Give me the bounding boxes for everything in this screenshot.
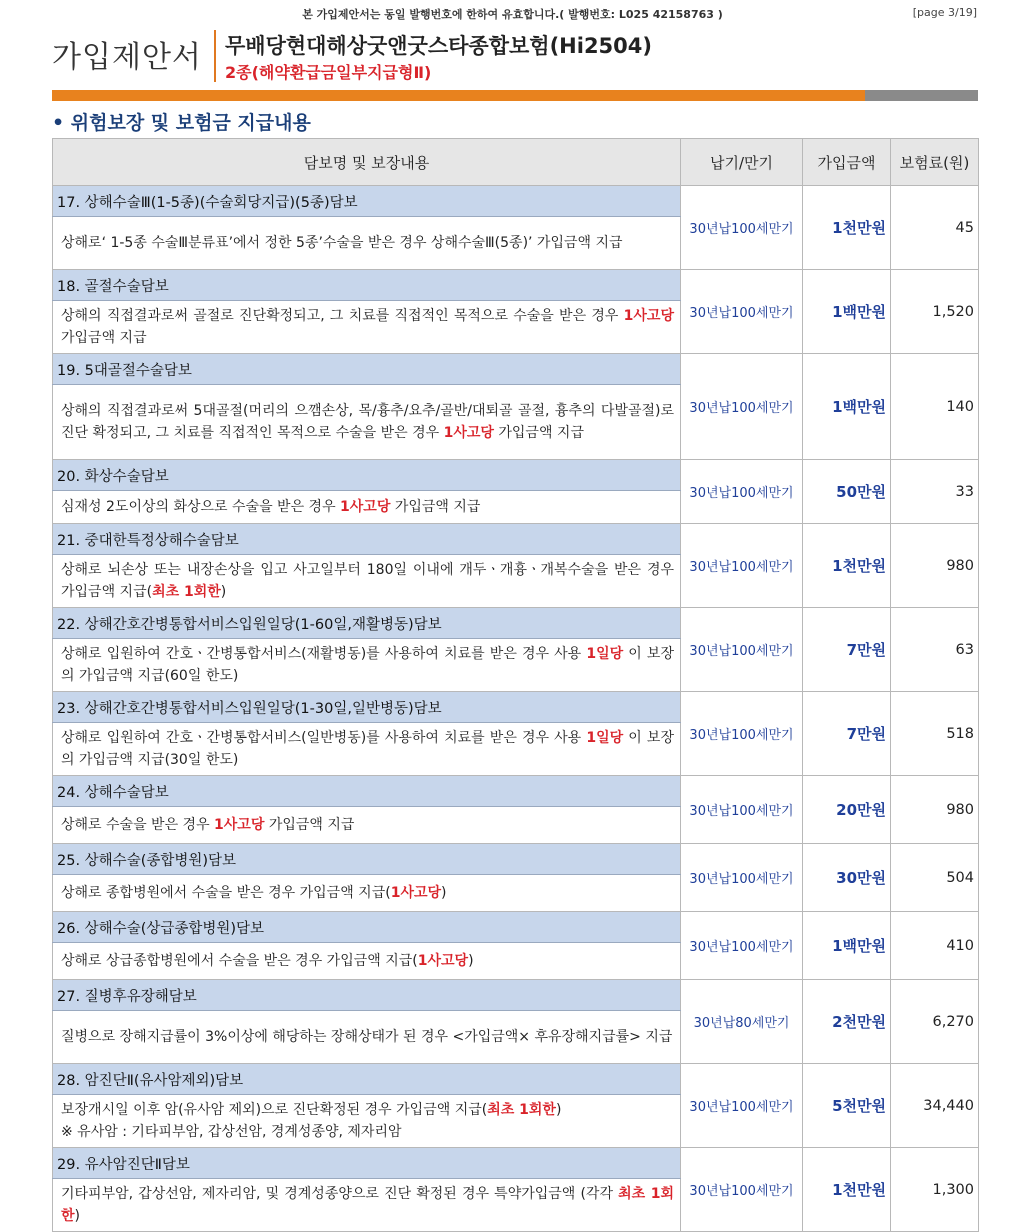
highlight-text: 1사고당 (623, 307, 674, 324)
payment-term: 30년납100세만기 (681, 912, 803, 980)
coverage-name: 26. 상해수술(상급종합병원)담보 (53, 912, 681, 943)
coverage-description (53, 1179, 681, 1232)
description-text: 질병으로 장해지급률이 3%이상에 해당하는 장해상태가 된 경우 <가입금액× 후유장해지급률> 지급 (61, 1028, 673, 1045)
product-name: 무배당현대해상굿앤굿스타종합보험(Hi2504) (225, 34, 652, 58)
coverage-description (53, 217, 681, 270)
coverage-name: 25. 상해수술(종합병원)담보 (53, 844, 681, 875)
premium-value: 518 (891, 692, 979, 776)
premium-value: 1,300 (891, 1148, 979, 1232)
highlight-text: 1사고당 (340, 498, 391, 515)
coverage-name-row (53, 1148, 979, 1179)
section-title: • 위험보장 및 보험금 지급내용 (52, 112, 311, 134)
highlight-text: 1사고당 (417, 952, 469, 969)
highlight-text: 1사고당 (390, 884, 442, 901)
header-bar-orange (52, 90, 865, 101)
description-text: ) (74, 1207, 80, 1224)
coverage-name: 24. 상해수술담보 (53, 776, 681, 807)
description-text: 심재성 2도이상의 화상으로 수술을 받은 경우 (61, 498, 341, 515)
coverage-description (53, 943, 681, 980)
payment-term: 30년납100세만기 (681, 186, 803, 270)
coverage-description (53, 301, 681, 354)
coverage-amount: 20만원 (803, 776, 891, 844)
description-text: 상해로 입원하여 간호ㆍ간병통합서비스(일반병동)를 사용하여 치료를 받은 경우 사용 (61, 729, 587, 746)
payment-term: 30년납100세만기 (681, 1148, 803, 1232)
coverage-description (53, 875, 681, 912)
payment-term: 30년납100세만기 (681, 524, 803, 608)
payment-term: 30년납100세만기 (681, 354, 803, 460)
coverage-name-row (53, 692, 979, 723)
description-text: 가입금액 지급 (61, 329, 147, 346)
coverage-name-row (53, 270, 979, 301)
description-text: ) (468, 952, 474, 969)
coverage-amount: 7만원 (803, 608, 891, 692)
description-text: 가입금액 지급 (264, 816, 355, 833)
description-text: 가입금액 지급 (493, 424, 584, 441)
highlight-text: 1사고당 (443, 424, 494, 441)
coverage-name-row (53, 776, 979, 807)
premium-value: 140 (891, 354, 979, 460)
description-text: 상해로 종합병원에서 수술을 받은 경우 가입금액 지급( (61, 884, 391, 901)
coverage-amount: 7만원 (803, 692, 891, 776)
coverage-description (53, 723, 681, 776)
description-text: 상해로‘ 1-5종 수술Ⅲ분류표’에서 정한 5종’수술을 받은 경우 상해수술Ⅲ(5종)’ 가입금액 지급 (61, 234, 623, 251)
coverage-description (53, 555, 681, 608)
payment-term: 30년납100세만기 (681, 1064, 803, 1148)
page-number: [page 3/19] (912, 6, 977, 19)
description-text: ) (555, 1101, 562, 1118)
header-premium: 보험료(원) (891, 139, 979, 186)
coverage-amount: 2천만원 (803, 980, 891, 1064)
description-text: 이 보장의 가입금액 지급(60일 한도) (61, 645, 674, 684)
premium-value: 410 (891, 912, 979, 980)
highlight-text: 최초 1회한 (487, 1101, 556, 1118)
payment-term: 30년납100세만기 (681, 776, 803, 844)
premium-value: 63 (891, 608, 979, 692)
description-text: 상해의 직접결과로써 골절로 진단확정되고, 그 치료를 직접적인 목적으로 수술을 받은 경우 (61, 307, 624, 324)
document-title: 가입제안서 (52, 40, 202, 75)
highlight-text: 최초 1회한 (61, 1185, 674, 1224)
premium-value: 504 (891, 844, 979, 912)
premium-value: 6,270 (891, 980, 979, 1064)
coverage-description (53, 639, 681, 692)
coverage-amount: 1백만원 (803, 354, 891, 460)
premium-value: 980 (891, 524, 979, 608)
description-text: ) (441, 884, 447, 901)
description-text: ※ 유사암 : 기타피부암, 갑상선암, 경계성종양, 제자리암 (61, 1123, 402, 1140)
payment-term: 30년납80세만기 (681, 980, 803, 1064)
coverage-description (53, 1095, 681, 1148)
coverage-name: 19. 5대골절수술담보 (53, 354, 681, 385)
highlight-text: 최초 1회한 (152, 583, 221, 600)
description-text: 이 보장의 가입금액 지급(30일 한도) (61, 729, 674, 768)
coverage-name: 18. 골절수술담보 (53, 270, 681, 301)
coverage-name-row (53, 844, 979, 875)
premium-value: 33 (891, 460, 979, 524)
coverage-name-row (53, 186, 979, 217)
coverage-amount: 5천만원 (803, 1064, 891, 1148)
coverage-name-row (53, 912, 979, 943)
coverage-amount: 1백만원 (803, 270, 891, 354)
coverage-name-row (53, 460, 979, 491)
premium-value: 980 (891, 776, 979, 844)
coverage-name: 23. 상해간호간병통합서비스입원일당(1-30일,일반병동)담보 (53, 692, 681, 723)
premium-value: 1,520 (891, 270, 979, 354)
description-text: 상해로 상급종합병원에서 수술을 받은 경우 가입금액 지급( (61, 952, 418, 969)
title-divider (214, 30, 216, 82)
coverage-name: 20. 화상수술담보 (53, 460, 681, 491)
coverage-table (52, 138, 979, 1232)
coverage-name: 21. 중대한특정상해수술담보 (53, 524, 681, 555)
coverage-table-body (53, 186, 979, 1232)
description-text: 상해로 뇌손상 또는 내장손상을 입고 사고일부터 180일 이내에 개두ㆍ개흉ㆍ개복수술을 받은 경우 가입금액 지급( (61, 561, 674, 600)
coverage-name-row (53, 980, 979, 1011)
payment-term: 30년납100세만기 (681, 270, 803, 354)
header-term: 납기/만기 (681, 139, 803, 186)
coverage-name: 22. 상해간호간병통합서비스입원일당(1-60일,재활병동)담보 (53, 608, 681, 639)
premium-value: 34,440 (891, 1064, 979, 1148)
description-text: 상해로 입원하여 간호ㆍ간병통합서비스(재활병동)를 사용하여 치료를 받은 경우 사용 (61, 645, 587, 662)
coverage-amount: 1백만원 (803, 912, 891, 980)
coverage-name-row (53, 354, 979, 385)
coverage-amount: 30만원 (803, 844, 891, 912)
description-text: 상해로 수술을 받은 경우 (61, 816, 215, 833)
coverage-name-row (53, 608, 979, 639)
coverage-name: 29. 유사암진단Ⅱ담보 (53, 1148, 681, 1179)
payment-term: 30년납100세만기 (681, 608, 803, 692)
coverage-name: 27. 질병후유장해담보 (53, 980, 681, 1011)
highlight-text: 1일당 (586, 645, 624, 662)
coverage-name-row (53, 524, 979, 555)
coverage-description (53, 385, 681, 460)
coverage-description (53, 1011, 681, 1064)
payment-term: 30년납100세만기 (681, 460, 803, 524)
description-text: 보장개시일 이후 암(유사암 제외)으로 진단확정된 경우 가입금액 지급( (61, 1101, 488, 1118)
header-amount: 가입금액 (803, 139, 891, 186)
header-coverage: 담보명 및 보장내용 (53, 139, 681, 186)
coverage-name: 17. 상해수술Ⅲ(1-5종)(수술회당지급)(5종)담보 (53, 186, 681, 217)
coverage-name: 28. 암진단Ⅱ(유사암제외)담보 (53, 1064, 681, 1095)
payment-term: 30년납100세만기 (681, 844, 803, 912)
header-bar-gray (865, 90, 978, 101)
coverage-description (53, 807, 681, 844)
description-text: ) (220, 583, 227, 600)
coverage-amount: 1천만원 (803, 186, 891, 270)
coverage-amount: 1천만원 (803, 524, 891, 608)
coverage-amount: 1천만원 (803, 1148, 891, 1232)
coverage-amount: 50만원 (803, 460, 891, 524)
table-header-row (53, 139, 979, 186)
description-text: 가입금액 지급 (390, 498, 481, 515)
description-text: 상해의 직접결과로써 5대골절(머리의 으깸손상, 목/흉추/요추/골반/대퇴골 골절, 흉추의 다발골절)로 진단 확정되고, 그 치료를 직접적인 목적으로 수술을 받은 경우 (61, 402, 674, 441)
description-text: 기타피부암, 갑상선암, 제자리암, 및 경계성종양으로 진단 확정된 경우 특약가입금액 (각각 (61, 1185, 619, 1202)
highlight-text: 1사고당 (214, 816, 265, 833)
validity-notice: 본 가입제안서는 동일 발행번호에 한하여 유효합니다.( 발행번호: L025 42158763 ) (302, 8, 723, 21)
product-subtype: 2종(해약환급금일부지급형Ⅱ) (225, 63, 432, 82)
payment-term: 30년납100세만기 (681, 692, 803, 776)
coverage-name-row (53, 1064, 979, 1095)
coverage-description (53, 491, 681, 524)
highlight-text: 1일당 (586, 729, 624, 746)
premium-value: 45 (891, 186, 979, 270)
